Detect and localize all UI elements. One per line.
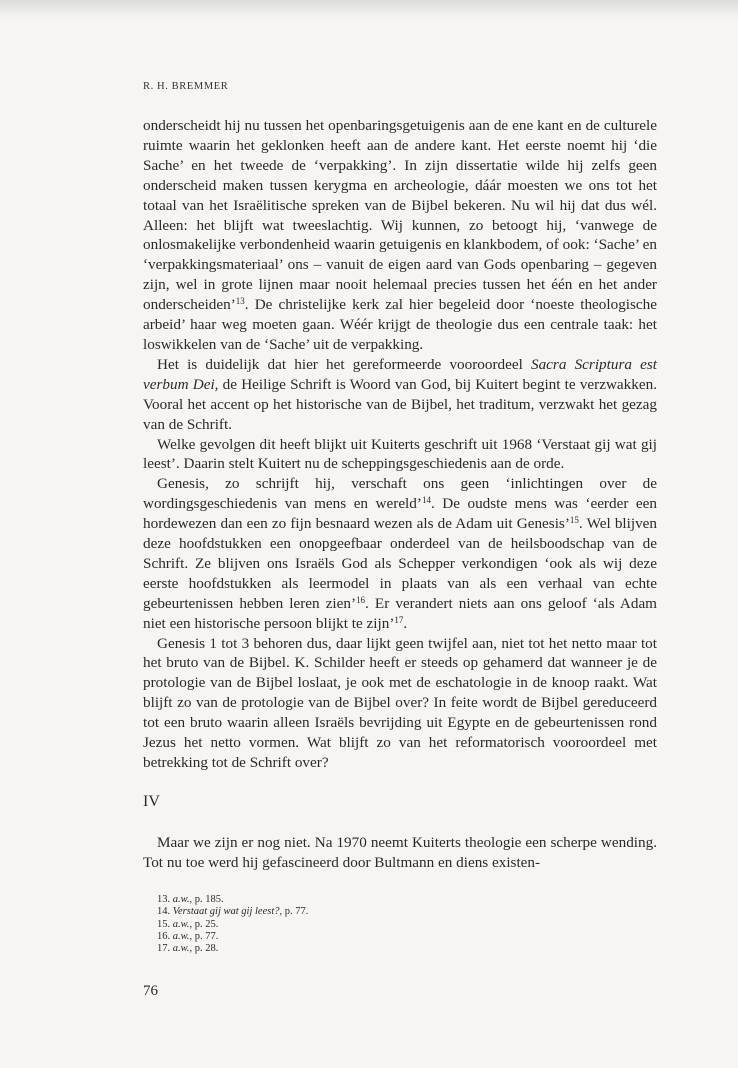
book-page [143, 80, 657, 1000]
paragraph [143, 435, 657, 475]
footnote [157, 906, 657, 918]
footnote-ref: 16 [356, 594, 366, 605]
italic-text: Sacra Scriptura est verbum Dei, [143, 355, 657, 393]
paragraph: Maar we zijn er nog niet. Na 1970 neemt Kuiterts theologie een scherpe wending. Tot nu toe werd hij gefascineerd door Bultmann en diens existen- [143, 833, 657, 871]
footnote-ref: 13 [235, 296, 245, 307]
footnote-source: a.w., [172, 930, 193, 942]
body-text [143, 116, 657, 773]
footnote-ref: 17 [394, 614, 404, 625]
footnote-number: 14. [157, 906, 173, 918]
footnote [157, 931, 657, 943]
text-run: Genesis, zo schrijft hij, verschaft ons geen ‘inlichtingen over de wordingsgeschiedenis van mens en wereld’ [143, 475, 657, 513]
text-run: Genesis 1 tot 3 behoren dus, daar lijkt geen twijfel aan, niet tot het netto maar tot het bruto van de Bijbel. K. Schilder heeft er steeds op gehamerd dat wanneer je de protologie van de Bijbel loslaat, je ook met de eschatologie in de knoop raakt. Wat blijft zo van de protologie van de Bijbel over? In feite wordt de Bijbel gereduceerd tot een bruto waarin alleen Israëls bevrijding uit Egypte en de gebeurtenissen rond Jezus het netto vormen. Wat blijft zo van het reformatorisch vooroordeel met betrekking tot de Schrift over? [143, 634, 657, 771]
footnote-page: p. 77. [192, 930, 219, 942]
footnote-number: 13. [157, 893, 173, 905]
footnote-number: 17. [157, 943, 173, 955]
footnote-ref: 15 [569, 515, 579, 526]
footnote [157, 894, 657, 906]
footnote-page: p. 185. [192, 893, 224, 905]
text-run: . De christelijke kerk zal hier begeleid door ‘noeste theologische arbeid’ haar weg moeten gaan. Wéér krijgt de theologie dus een centrale taak: het loswikkelen van de ‘Sache’ uit de verpakking. [143, 296, 657, 353]
page-number: 76 [143, 982, 158, 999]
footnote [157, 919, 657, 931]
paragraph [143, 474, 657, 633]
footnote-page: p. 28. [192, 943, 219, 955]
footnote [157, 943, 657, 955]
footnote-ref: 14 [421, 495, 431, 506]
text-run: . De oudste mens was ‘eerder een hordewezen dan een zo fijn besnaard wezen als de Adam uit Genesis’ [143, 495, 657, 533]
footnote-source: a.w., [172, 918, 193, 930]
footnote-number: 16. [157, 930, 173, 942]
footnote-page: p. 25. [192, 918, 219, 930]
footnote-source: a.w., [172, 893, 193, 905]
paragraph [143, 116, 657, 355]
text-run: Welke gevolgen dit heeft blijkt uit Kuiterts geschrift uit 1968 ‘Verstaat gij wat gij leest’. Daarin stelt Kuitert nu de scheppingsgeschiedenis aan de orde. [143, 435, 657, 473]
running-head: R. H. BREMMER [143, 81, 229, 92]
text-run: de Heilige Schrift is Woord van God, bij Kuitert begint te verzwakken. Vooral het accent op het historische van de Bijbel, het traditum, verzwakt het gezag van de Schrift. [143, 375, 657, 433]
footnote-number: 15. [157, 918, 173, 930]
text-run: Het is duidelijk dat hier het gereformeerde vooroordeel [157, 355, 531, 373]
scan-edge-shadow [0, 0, 738, 18]
paragraph [143, 355, 657, 435]
footnote-source: a.w., [172, 943, 193, 955]
paragraph [143, 634, 657, 773]
text-run: . [403, 614, 408, 632]
text-run: onderscheidt hij nu tussen het openbaringsgetuigenis aan de ene kant en de culturele ruimte waarin het geklonken heeft aan de andere kant. Het eerste noemt hij ‘die Sache’ en het tweede de ‘verpakking’. In zijn dissertatie wilde hij zelfs geen onderscheid maken tussen kerygma en archeologie, dáár moesten we ons tot het totaal van het Israëlitische spreken van de Bijbel bekeren. Nu wil hij dat dus wél. Alleen: het blijft wat tweeslachtig. Wij kunnen, zo betoogt hij, ‘vanwege de onlosmakelijke verbondenheid waarin getuigenis en klankbodem, of ook: ‘Sache’ en ‘verpakkingsmateriaal’ ons – vanuit de eigen aard van Gods openbaring – gegeven zijn, wel in grote lijnen maar nooit helemaal precies tussen het één en het ander onderscheiden’ [143, 117, 657, 314]
text-run: . Er verandert niets aan ons geloof ‘als Adam niet een historische persoon blijkt te zijn’ [143, 594, 657, 632]
footnote-source: Verstaat gij wat gij leest?, [172, 906, 283, 918]
text-run: . Wel blijven deze hoofdstukken een onopgeefbaar onderdeel van de heilsboodschap van de Schrift. Ze blijven ons Israëls God als Schepper verkondigen ‘ook als wij deze eerste hoofdstukken als leermodel in plaats van als een verhaal van echte gebeurtenissen hebben leren zien’ [143, 515, 657, 612]
footnotes [143, 894, 657, 956]
section-heading: IV [143, 792, 160, 810]
footnote-page: p. 77. [282, 906, 309, 918]
